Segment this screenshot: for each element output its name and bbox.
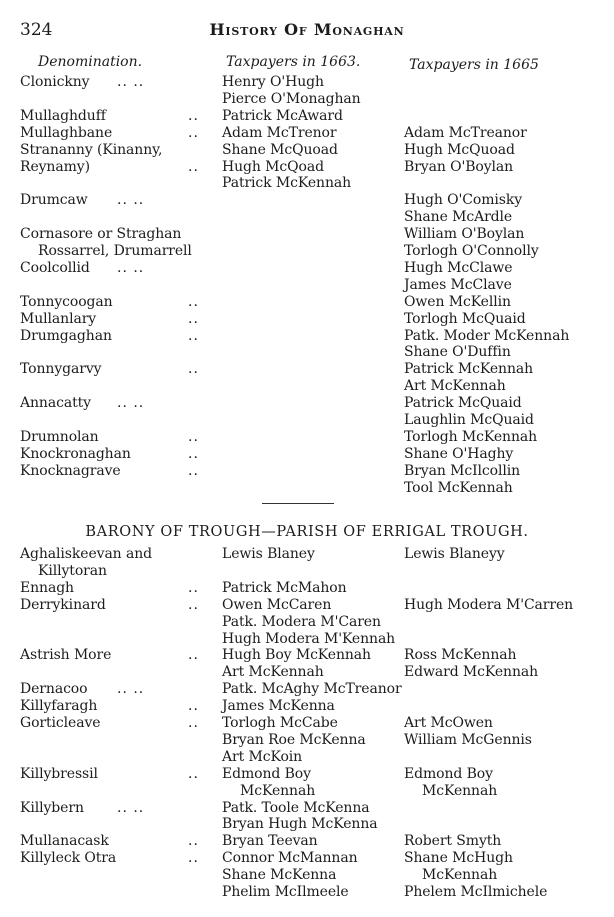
leader-dots: .. <box>188 833 199 849</box>
leader-dots: .. .. <box>117 800 145 816</box>
leader-dots: .. .. <box>117 192 145 208</box>
denomination-cell: Knockronaghan <box>20 446 131 462</box>
section-divider <box>262 503 334 504</box>
taxpayer-1665-cell: Lewis Blaneyy <box>404 546 505 562</box>
denomination-cell: Ennagh <box>20 580 74 596</box>
denomination-cell: Tonnygarvy <box>20 361 102 377</box>
column-header-taxpayers-1665: Taxpayers in 1665 <box>409 57 539 73</box>
denomination-cell: Tonnycoogan <box>20 294 113 310</box>
taxpayer-1665-cell: Edmond Boy <box>404 766 493 782</box>
taxpayer-1665-cell: McKennah <box>422 867 498 883</box>
taxpayer-1665-cell: Torlogh McQuaid <box>404 311 526 327</box>
taxpayer-1665-cell: Art McKennah <box>404 378 506 394</box>
denomination-cell: Rossarrel, Drumarrell <box>38 243 192 259</box>
taxpayer-1665-cell: Patk. Moder McKennah <box>404 328 570 344</box>
denomination-cell: Cornasore or Straghan <box>20 226 182 242</box>
denomination-cell: Mullanlary <box>20 311 97 327</box>
leader-dots: .. <box>188 361 199 377</box>
leader-dots: .. <box>188 108 199 124</box>
leader-dots: .. .. <box>117 395 145 411</box>
leader-dots: .. <box>188 294 199 310</box>
taxpayer-1665-cell: Owen McKellin <box>404 294 511 310</box>
denomination-cell: Drumcaw <box>20 192 88 208</box>
taxpayer-1665-cell: Patrick McKennah <box>404 361 534 377</box>
taxpayer-1665-cell: Torlogh McKennah <box>404 429 538 445</box>
taxpayer-1663-cell: Edmond Boy <box>222 766 311 782</box>
taxpayer-1663-cell: Patk. Toole McKenna <box>222 800 370 816</box>
leader-dots: .. <box>188 715 199 731</box>
leader-dots: .. <box>188 463 199 479</box>
leader-dots: .. .. <box>117 681 145 697</box>
denomination-cell: Reynamy) <box>20 159 90 175</box>
taxpayer-1663-cell: Adam McTrenor <box>222 125 337 141</box>
denomination-cell: Killyfaragh <box>20 698 98 714</box>
leader-dots: .. <box>188 159 199 175</box>
taxpayer-1665-cell: Tool McKennah <box>404 480 513 496</box>
leader-dots: .. <box>188 698 199 714</box>
taxpayer-1663-cell: James McKenna <box>222 698 335 714</box>
taxpayer-1665-cell: Shane McHugh <box>404 850 513 866</box>
taxpayer-1665-cell: Bryan O'Boylan <box>404 159 514 175</box>
taxpayer-1663-cell: Hugh Boy McKennah <box>222 647 371 663</box>
taxpayer-1665-cell: Shane O'Duffin <box>404 344 511 360</box>
taxpayer-1663-cell: Phelim McIlmeele <box>222 884 349 900</box>
taxpayer-1665-cell: William O'Boylan <box>404 226 525 242</box>
denomination-cell: Knocknagrave <box>20 463 121 479</box>
taxpayer-1663-cell: Pierce O'Monaghan <box>222 91 361 107</box>
column-header-taxpayers-1663: Taxpayers in 1663. <box>226 54 361 70</box>
denomination-cell: Mullaghbane <box>20 125 113 141</box>
leader-dots: .. <box>188 580 199 596</box>
taxpayer-1663-cell: Shane McQuoad <box>222 142 338 158</box>
denomination-cell: Dernacoo <box>20 681 88 697</box>
taxpayer-1663-cell: Bryan Hugh McKenna <box>222 816 378 832</box>
taxpayer-1663-cell: Hugh Modera M'Kennah <box>222 631 396 647</box>
leader-dots: .. .. <box>117 260 145 276</box>
taxpayer-1665-cell: Patrick McQuaid <box>404 395 522 411</box>
taxpayer-1663-cell: Hugh McQoad <box>222 159 324 175</box>
denomination-cell: Killybern <box>20 800 84 816</box>
taxpayer-1663-cell: Owen McCaren <box>222 597 332 613</box>
leader-dots: .. <box>188 597 199 613</box>
denomination-cell: Drumnolan <box>20 429 99 445</box>
taxpayer-1663-cell: Lewis Blaney <box>222 546 315 562</box>
denomination-cell: Mullanacask <box>20 833 109 849</box>
taxpayer-1663-cell: Shane McKenna <box>222 867 337 883</box>
taxpayer-1665-cell: Art McOwen <box>404 715 493 731</box>
taxpayer-1663-cell: Patrick McMahon <box>222 580 347 596</box>
denomination-cell: Coolcollid <box>20 260 90 276</box>
section-title-barony-of-trough: BARONY OF TROUGH—PARISH OF ERRIGAL TROUGH. <box>85 524 529 540</box>
taxpayer-1663-cell: Art McKoin <box>222 749 303 765</box>
denomination-cell: Mullaghduff <box>20 108 106 124</box>
taxpayer-1665-cell: Hugh McClawe <box>404 260 513 276</box>
denomination-cell: Strananny (Kinanny, <box>20 142 163 158</box>
denomination-cell: Drumgaghan <box>20 328 112 344</box>
running-title <box>0 20 614 39</box>
running-title-text: History Of Monaghan <box>209 20 405 39</box>
taxpayer-1665-cell: Hugh O'Comisky <box>404 192 523 208</box>
denomination-cell: Killybressil <box>20 766 98 782</box>
taxpayer-1665-cell: Robert Smyth <box>404 833 502 849</box>
leader-dots: .. <box>188 446 199 462</box>
leader-dots: .. <box>188 766 199 782</box>
taxpayer-1663-cell: Patrick McAward <box>222 108 343 124</box>
taxpayer-1663-cell: McKennah <box>240 783 316 799</box>
page-number: 324 <box>20 20 53 40</box>
taxpayer-1665-cell: James McClave <box>404 277 512 293</box>
denomination-cell: Killytoran <box>38 563 107 579</box>
leader-dots: .. <box>188 328 199 344</box>
taxpayer-1665-cell: Hugh Modera M'Carren <box>404 597 574 613</box>
leader-dots: .. <box>188 311 199 327</box>
taxpayer-1665-cell: Phelem McIlmichele <box>404 884 548 900</box>
denomination-cell: Annacatty <box>20 395 91 411</box>
denomination-cell: Clonickny <box>20 74 90 90</box>
denomination-cell: Gorticleave <box>20 715 101 731</box>
taxpayer-1663-cell: Henry O'Hugh <box>222 74 324 90</box>
taxpayer-1665-cell: Laughlin McQuaid <box>404 412 534 428</box>
taxpayer-1663-cell: Patk. Modera M'Caren <box>222 614 381 630</box>
taxpayer-1663-cell: Bryan Teevan <box>222 833 318 849</box>
column-header-denomination: Denomination. <box>38 54 143 70</box>
taxpayer-1663-cell: Bryan Roe McKenna <box>222 732 366 748</box>
denomination-cell: Derrykinard <box>20 597 106 613</box>
taxpayer-1665-cell: Adam McTreanor <box>404 125 527 141</box>
taxpayer-1665-cell: Shane O'Haghy <box>404 446 514 462</box>
taxpayer-1663-cell: Torlogh McCabe <box>222 715 338 731</box>
taxpayer-1663-cell: Patrick McKennah <box>222 175 352 191</box>
leader-dots: .. <box>188 647 199 663</box>
leader-dots: .. <box>188 429 199 445</box>
taxpayer-1665-cell: William McGennis <box>404 732 532 748</box>
taxpayer-1663-cell: Art McKennah <box>222 664 324 680</box>
taxpayer-1665-cell: Hugh McQuoad <box>404 142 515 158</box>
taxpayer-1663-cell: Connor McMannan <box>222 850 358 866</box>
taxpayer-1665-cell: Bryan McIlcollin <box>404 463 521 479</box>
taxpayer-1665-cell: Torlogh O'Connolly <box>404 243 539 259</box>
denomination-cell: Killyleck Otra <box>20 850 117 866</box>
leader-dots: .. <box>188 125 199 141</box>
leader-dots: .. .. <box>117 74 145 90</box>
denomination-cell: Aghaliskeevan and <box>20 546 152 562</box>
taxpayer-1665-cell: McKennah <box>422 783 498 799</box>
taxpayer-1665-cell: Ross McKennah <box>404 647 517 663</box>
taxpayer-1665-cell: Shane McArdle <box>404 209 513 225</box>
taxpayer-1663-cell: Patk. McAghy McTreanor <box>222 681 402 697</box>
taxpayer-1665-cell: Edward McKennah <box>404 664 539 680</box>
leader-dots: .. <box>188 850 199 866</box>
denomination-cell: Astrish More <box>20 647 112 663</box>
